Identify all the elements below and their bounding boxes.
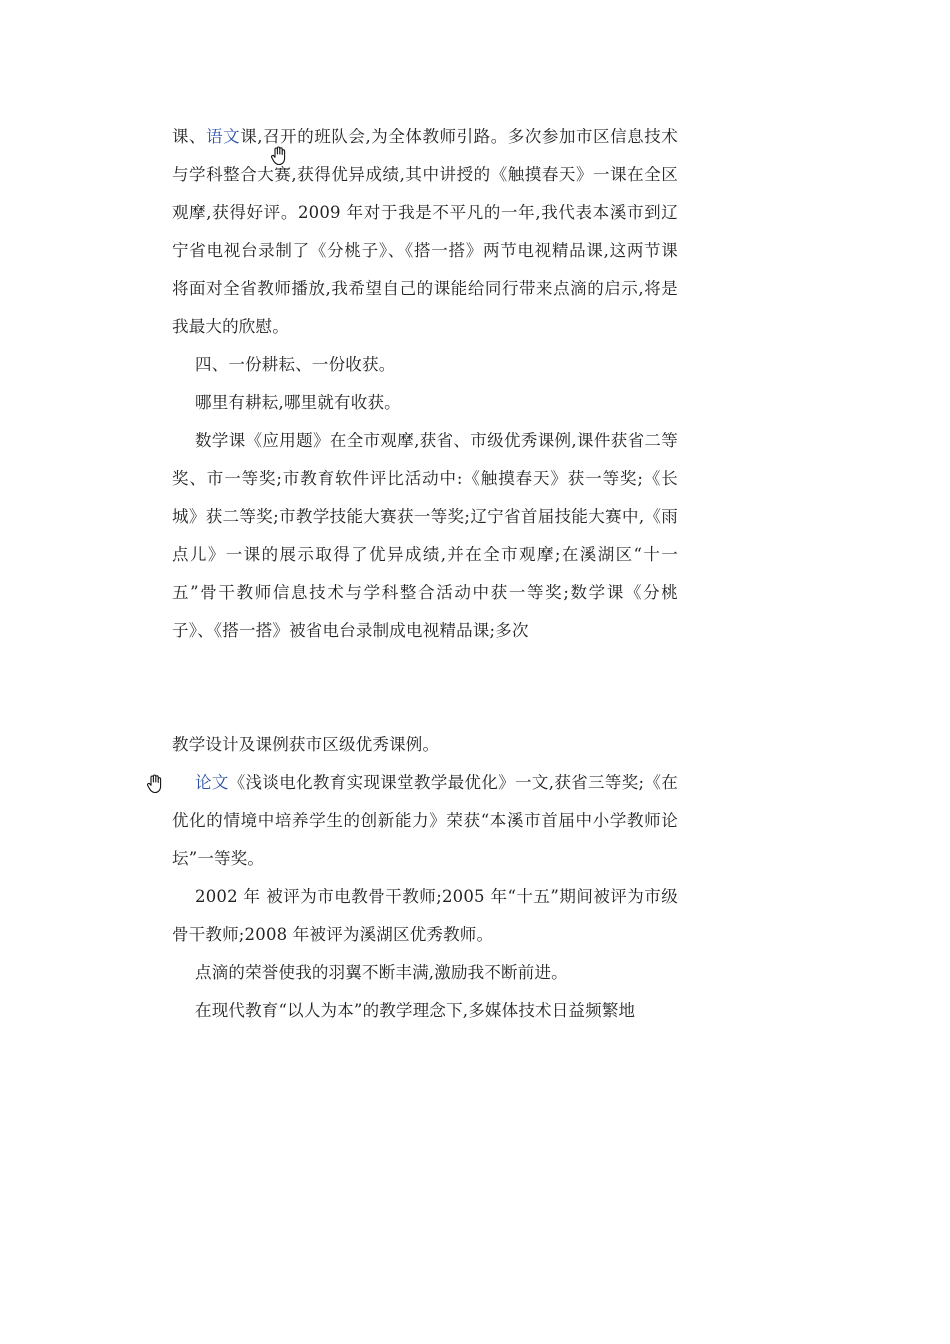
hand-cursor-icon (146, 774, 164, 794)
paragraph-papers (172, 764, 678, 878)
paragraph-titles: 2002 年 被评为市电教骨干教师;2005 年“十五”期间被评为市级骨干教师;2008 年被评为溪湖区优秀教师。 (172, 887, 678, 944)
paragraph-multimedia: 在现代教育“以人为本”的教学理念下,多媒体技术日益频繁地 (195, 1001, 636, 1020)
section-heading: 四、一份耕耘、一份收获。 (195, 355, 396, 374)
paragraph-continued-2: 教学设计及课例获市区级优秀课例。 (172, 735, 440, 754)
paragraph-text: 《浅谈电化教育实现课堂教学最优化》一文,获省三等奖;《在优化的情境中培养学生的创新能力》荣获“本溪市首届中小学教师论坛”一等奖。 (172, 773, 679, 868)
paragraph-honor: 点滴的荣誉使我的羽翼不断丰满,激励我不断前进。 (195, 963, 568, 982)
paragraph-awards: 数学课《应用题》在全市观摩,获省、市级优秀课例,课件获省二等奖、市一等奖;市教育软件评比活动中:《触摸春天》获一等奖;《长城》获二等奖;市教学技能大赛获一等奖;辽宁省首届技能大赛中,《雨点儿》一课的展示取得了优异成绩,并在全市观摩;在溪湖区“十一五”骨干教师信息技术与学科整合活动中获一等奖;数学课《分桃子》、《搭一搭》被省电台录制成电视精品课;多次 (172, 431, 678, 640)
text-block-bottom (172, 726, 678, 1030)
link-yuwen[interactable]: 语文 (206, 127, 241, 146)
paragraph-motto: 哪里有耕耘,哪里就有收获。 (195, 393, 401, 412)
paragraph-continued (172, 118, 678, 346)
paragraph-prefix: 课、 (172, 127, 207, 146)
link-lunwen[interactable]: 论文 (195, 773, 229, 792)
paragraph-text: 课,召开的班队会,为全体教师引路。多次参加市区信息技术与学科整合大赛,获得优异成绩,其中讲授的《触摸春天》一课在全区观摩,获得好评。2009 年对于我是不平凡的一年,我代表本溪市到辽宁省电视台录制了《分桃子》、《搭一搭》两节电视精品课,这两节课将面对全省教师播放,我希望自己的课能给同行带来点滴的启示,将是我最大的欣慰。 (172, 127, 678, 336)
text-block-top (172, 118, 678, 650)
hand-cursor-icon (270, 146, 288, 166)
